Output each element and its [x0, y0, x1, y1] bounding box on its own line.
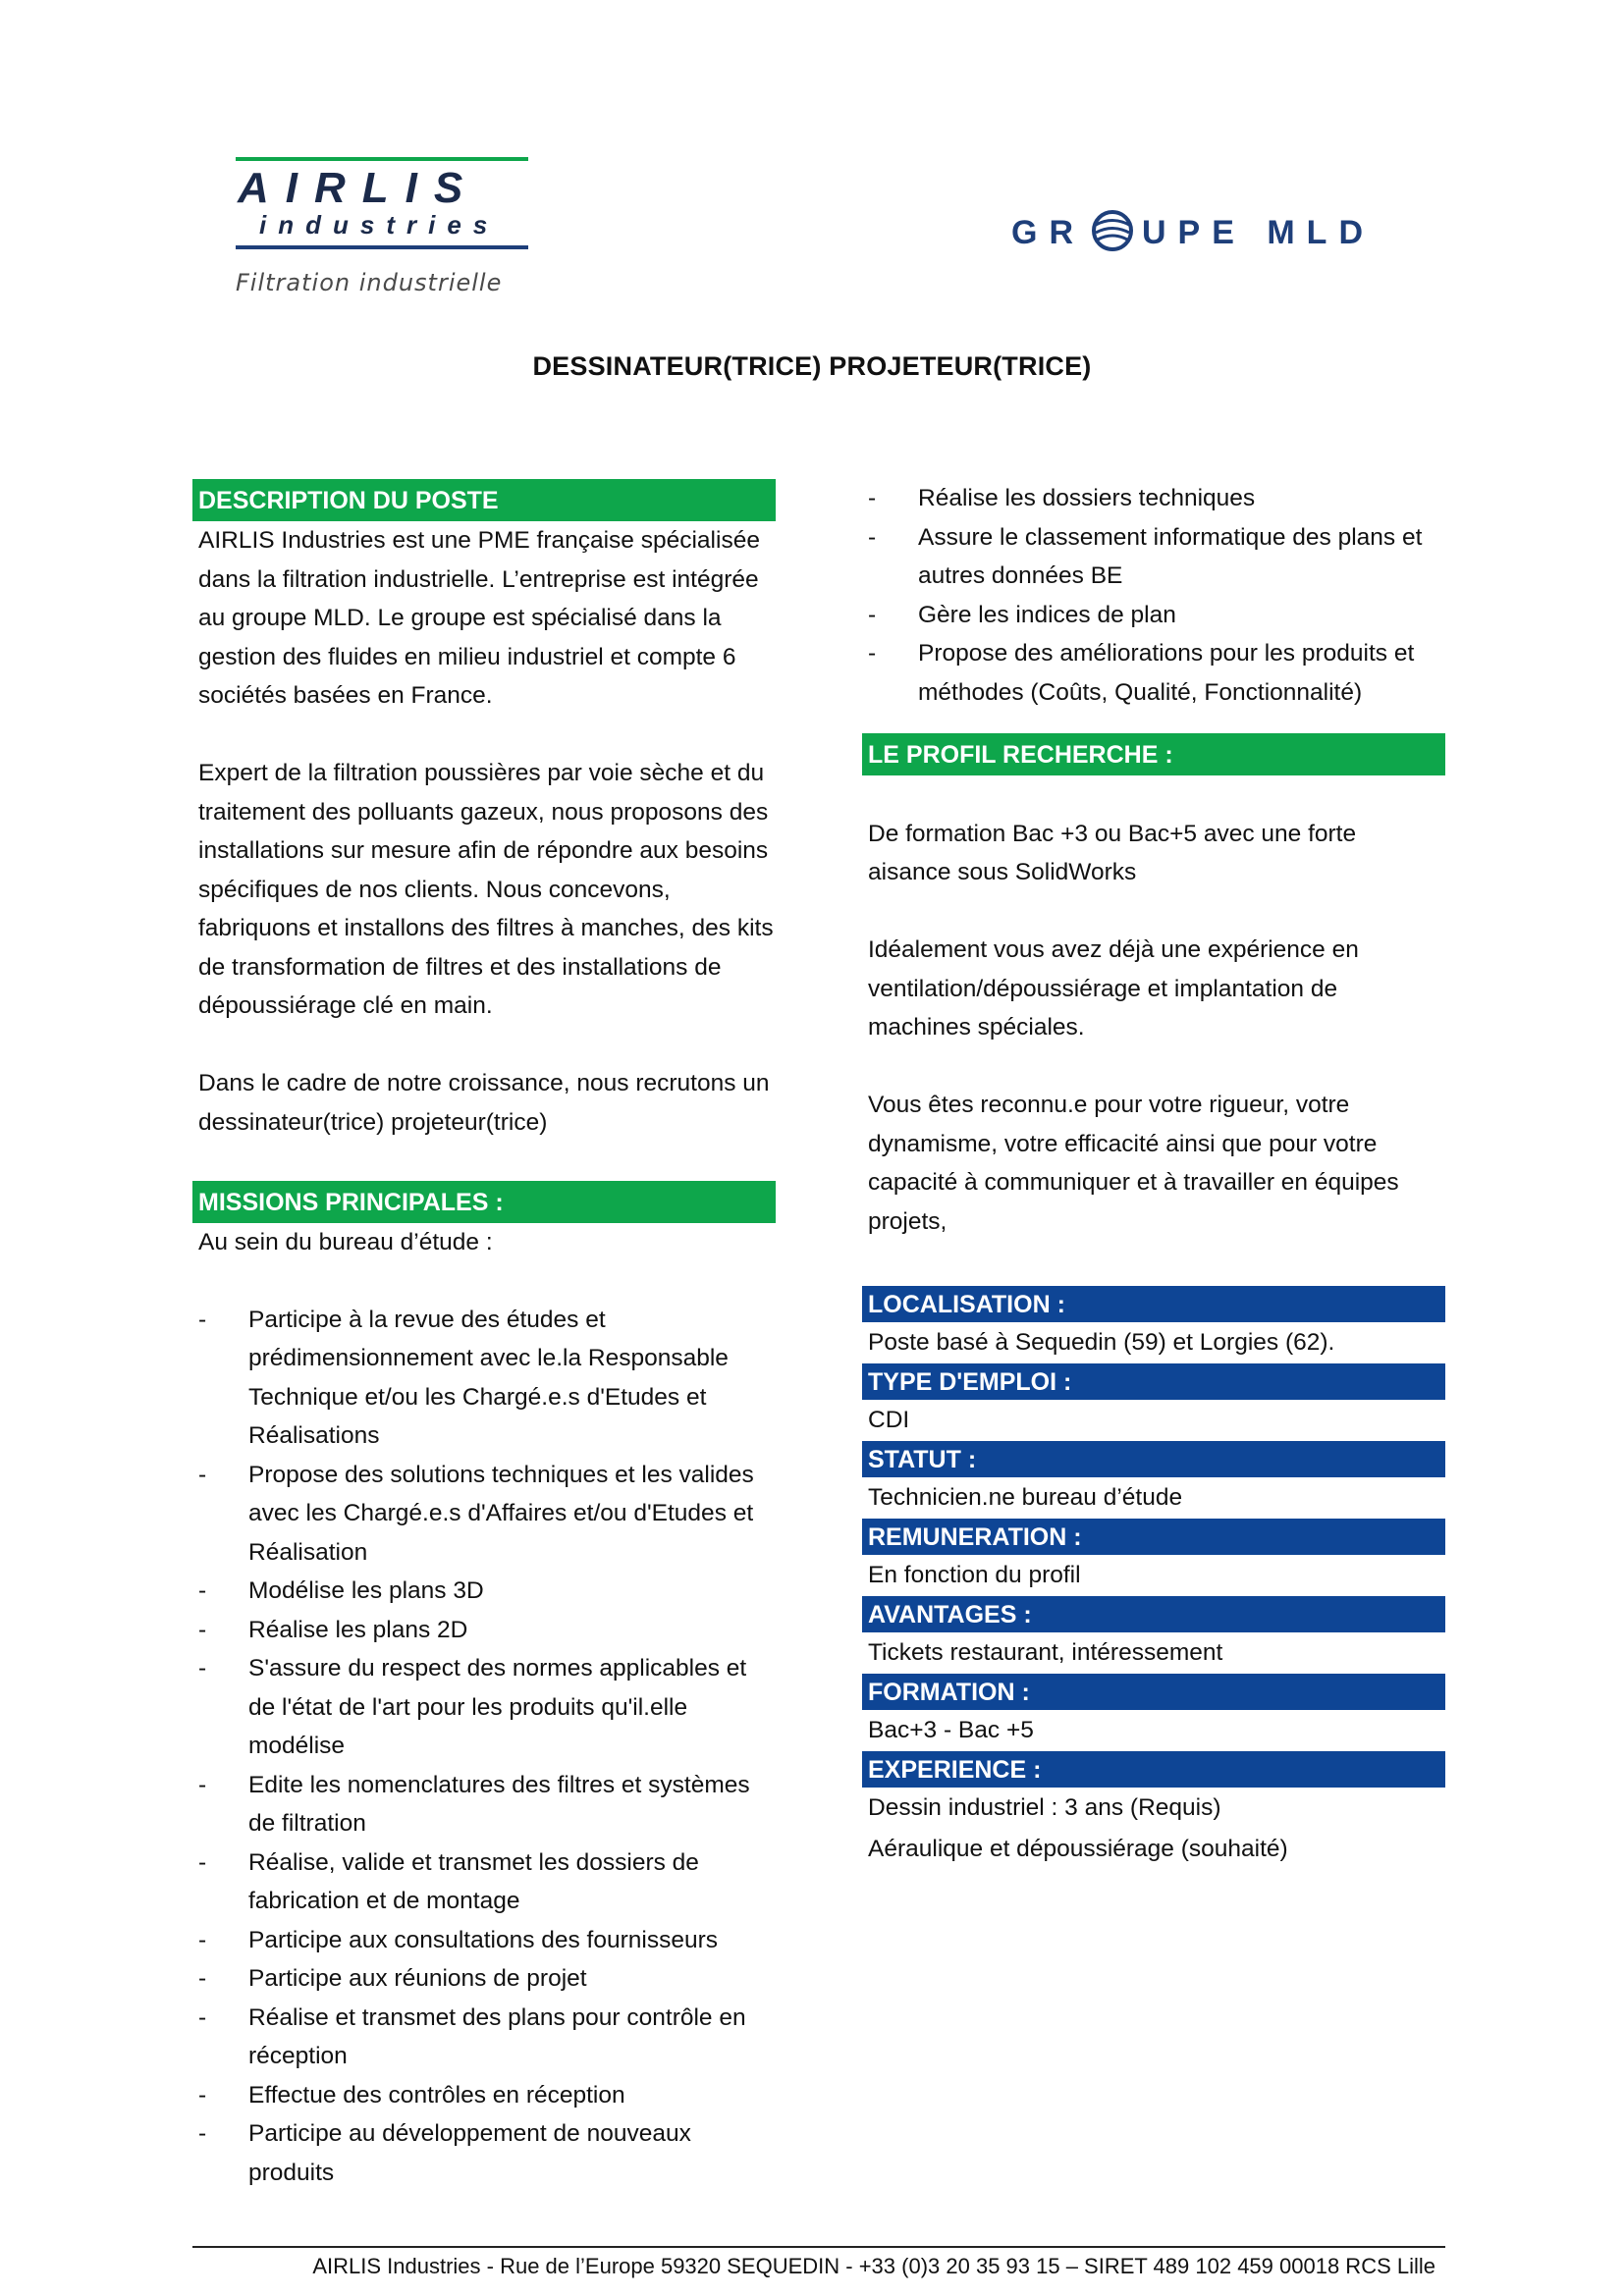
svg-text:Filtration industrielle: Filtration industrielle [236, 269, 503, 296]
mission-item: - Participe aux réunions de projet [192, 1959, 776, 1999]
mission-item: - Participe à la revue des études et prédimensionnement avec le.la Responsable Technique et/ou les Chargé.e.s d'Etudes et Réalisations [192, 1301, 776, 1456]
profil-paragraph: De formation Bac +3 ou Bac+5 avec une forte aisance sous SolidWorks [868, 820, 1357, 885]
experience-heading: EXPERIENCE : [862, 1751, 1445, 1788]
mission-item: - Réalise, valide et transmet les dossiers de fabrication et de montage [192, 1843, 776, 1921]
missions-heading: MISSIONS PRINCIPALES : [192, 1181, 776, 1223]
missions-list-continued [862, 479, 1445, 712]
mission-item: - Assure le classement informatique des plans et autres données BE [862, 518, 1445, 596]
mission-item: - Edite les nomenclatures des filtres et systèmes de filtration [192, 1766, 776, 1843]
mission-item: - Effectue des contrôles en réception [192, 2076, 776, 2115]
svg-text:AIRLIS: AIRLIS [238, 164, 480, 212]
mission-item: - Réalise les plans 2D [192, 1611, 776, 1650]
formation-value: Bac+3 - Bac +5 [868, 1717, 1034, 1743]
description-paragraph: AIRLIS Industries est une PME française spécialisée dans la filtration industrielle. L’entreprise est intégrée au groupe MLD. Le groupe est spécialisé dans la gestion des fluides en milieu industriel et compte 6 sociétés basées en France. [198, 527, 760, 709]
footer-divider [192, 2246, 1445, 2248]
remuneration-value: En fonction du profil [868, 1562, 1081, 1588]
mission-item: - Réalise et transmet des plans pour contrôle en réception [192, 1999, 776, 2076]
mission-item: - Participe aux consultations des fournisseurs [192, 1921, 776, 1960]
right-column [862, 479, 1445, 1870]
avantages-value: Tickets restaurant, intéressement [868, 1639, 1223, 1666]
airlis-industries-logo [228, 155, 532, 302]
remuneration-heading: REMUNERATION : [862, 1519, 1445, 1555]
profil-heading: LE PROFIL RECHERCHE : [862, 733, 1445, 775]
statut-heading: STATUT : [862, 1441, 1445, 1477]
mission-item: - Réalise les dossiers techniques [862, 479, 1445, 518]
description-heading: DESCRIPTION DU POSTE [192, 479, 776, 521]
type-emploi-value: CDI [868, 1407, 910, 1433]
mission-item: - Gère les indices de plan [862, 596, 1445, 635]
localisation-heading: LOCALISATION : [862, 1286, 1445, 1322]
experience-value: Aéraulique et dépoussiérage (souhaité) [868, 1836, 1288, 1862]
mission-item: - S'assure du respect des normes applicables et de l'état de l'art pour les produits qu'il.elle modélise [192, 1649, 776, 1766]
formation-heading: FORMATION : [862, 1674, 1445, 1710]
footer-address: AIRLIS Industries - Rue de l’Europe 59320 SEQUEDIN - +33 (0)3 20 35 93 15 – SIRET 489 102 459 00018 RCS Lille [312, 2254, 1435, 2278]
mission-item: - Participe au développement de nouveaux produits [192, 2114, 776, 2192]
left-column [192, 479, 776, 2192]
avantages-heading: AVANTAGES : [862, 1596, 1445, 1632]
groupe-mld-swirl-icon [1094, 212, 1131, 249]
svg-text:industries: industries [259, 210, 500, 240]
svg-text:GR: GR [1011, 214, 1085, 251]
mission-item: - Propose des améliorations pour les produits et méthodes (Coûts, Qualité, Fonctionnalité) [862, 634, 1445, 712]
description-paragraph: Expert de la filtration poussières par voie sèche et du traitement des polluants gazeux, nous proposons des installations sur mesure afin de répondre aux besoins spécifiques de nos clients. Nous concevons, fabriquons et installons des filtres à manches, des kits de transformation de filtres et des installations de dépoussiérage clé en main. [198, 760, 774, 1019]
job-title: DESSINATEUR(TRICE) PROJETEUR(TRICE) [532, 351, 1092, 381]
profil-paragraph: Idéalement vous avez déjà une expérience en ventilation/dépoussiérage et implantation de machines spéciales. [868, 936, 1359, 1041]
experience-value: Dessin industriel : 3 ans (Requis) [868, 1794, 1221, 1821]
statut-value: Technicien.ne bureau d’étude [868, 1484, 1183, 1511]
profil-paragraph: Vous êtes reconnu.e pour votre rigueur, votre dynamisme, votre efficacité ainsi que pour votre capacité à communiquer et à travailler en équipes projets, [868, 1092, 1399, 1235]
localisation-value: Poste basé à Sequedin (59) et Lorgies (62). [868, 1329, 1335, 1356]
mission-item: - Modélise les plans 3D [192, 1572, 776, 1611]
missions-intro: Au sein du bureau d’étude : [198, 1228, 493, 1255]
missions-list [192, 1301, 776, 2193]
type-emploi-heading: TYPE D'EMPLOI : [862, 1363, 1445, 1400]
mission-item: - Propose des solutions techniques et les valides avec les Chargé.e.s d'Affaires et/ou d'Etudes et Réalisation [192, 1456, 776, 1573]
groupe-mld-logo [1011, 204, 1434, 253]
svg-text:UPE MLD: UPE MLD [1142, 214, 1375, 251]
description-paragraph: Dans le cadre de notre croissance, nous recrutons un dessinateur(trice) projeteur(trice) [198, 1070, 770, 1136]
